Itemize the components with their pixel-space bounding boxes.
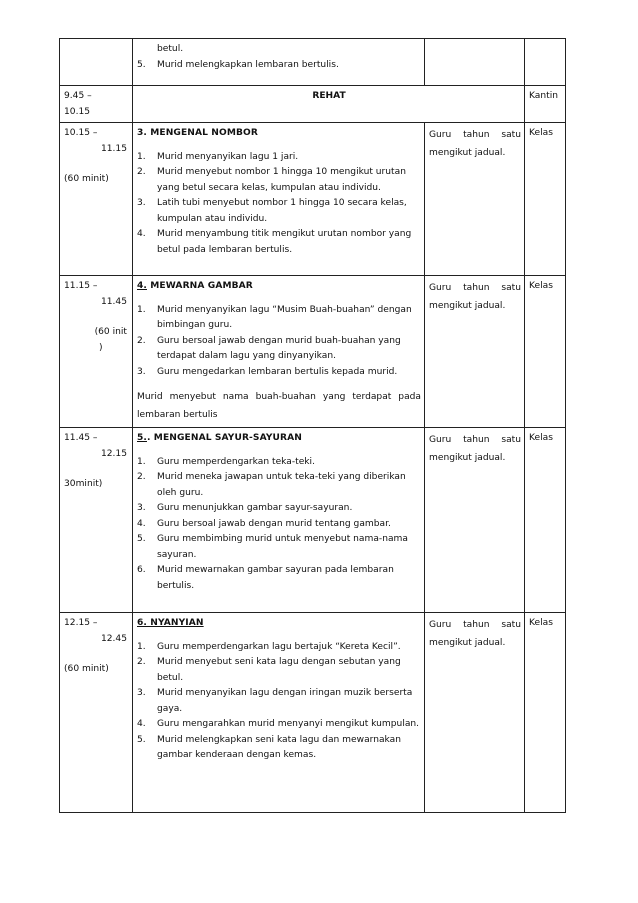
duration: (60 init bbox=[94, 327, 127, 337]
time-cell bbox=[60, 613, 133, 813]
time-start: 9.45 – bbox=[64, 91, 92, 101]
duration-end: ) bbox=[99, 342, 103, 353]
list-item: 1. Guru memperdengarkan teka-teki. bbox=[137, 456, 315, 467]
steps-list bbox=[137, 455, 421, 595]
teacher-line: Guru tahun satu bbox=[429, 435, 521, 445]
teacher-line: Guru tahun satu bbox=[429, 130, 521, 140]
list-item: 2. Murid meneka jawapan untuk teka-teki yang diberikan oleh guru. bbox=[137, 472, 406, 498]
table-row bbox=[60, 39, 566, 86]
table-row bbox=[60, 428, 566, 613]
duration: 30minit) bbox=[64, 479, 103, 489]
place-cell: Kelas bbox=[525, 428, 566, 613]
list-item: 2. Murid menyebut seni kata lagu dengan sebutan yang betul. bbox=[137, 657, 401, 683]
list-item: 6. Murid mewarnakan gambar sayuran pada lembaran bertulis. bbox=[137, 565, 394, 591]
duration: (60 minit) bbox=[64, 174, 109, 184]
list-item: betul. bbox=[157, 44, 184, 54]
steps-list bbox=[137, 42, 421, 73]
activity-cell bbox=[133, 428, 425, 613]
table-row bbox=[60, 276, 566, 428]
teacher-line: mengikut jadual. bbox=[429, 148, 506, 158]
place-cell bbox=[525, 39, 566, 86]
time-end: 10.15 bbox=[64, 106, 91, 117]
list-item: 1. Murid menyanyikan lagu 1 jari. bbox=[137, 151, 299, 162]
list-item: 1. Guru memperdengarkan lagu bertajuk “Kereta Kecil”. bbox=[137, 641, 401, 652]
time-end: 11.15 bbox=[100, 143, 127, 154]
teacher-cell bbox=[425, 123, 525, 276]
activity-title: 4. MEWARNA GAMBAR bbox=[137, 281, 253, 291]
activity-title: 3. MENGENAL NOMBOR bbox=[137, 128, 258, 138]
place-cell: Kelas bbox=[525, 613, 566, 813]
teacher-line: mengikut jadual. bbox=[429, 638, 506, 648]
note-line: lembaran bertulis bbox=[137, 410, 218, 420]
time-end: 12.15 bbox=[100, 448, 127, 459]
schedule-table bbox=[59, 38, 566, 813]
time-cell bbox=[60, 86, 133, 123]
list-item: 4. Guru mengarahkan murid menyanyi mengikut kumpulan. bbox=[137, 719, 420, 729]
steps-list bbox=[137, 303, 421, 381]
activity-cell bbox=[133, 276, 425, 428]
time-cell bbox=[60, 428, 133, 613]
time-cell bbox=[60, 276, 133, 428]
place-cell: Kelas bbox=[525, 276, 566, 428]
time-end: 11.45 bbox=[100, 296, 127, 307]
time-start: 11.45 – bbox=[64, 433, 98, 443]
activity-cell bbox=[133, 39, 425, 86]
place-cell: Kantin bbox=[525, 86, 566, 123]
table-row bbox=[60, 613, 566, 813]
break-label: REHAT bbox=[133, 86, 525, 123]
activity-title: 5.. MENGENAL SAYUR-SAYURAN bbox=[137, 433, 302, 443]
time-start: 10.15 – bbox=[64, 128, 98, 138]
steps-list bbox=[137, 150, 421, 259]
activity-cell bbox=[133, 123, 425, 276]
teacher-cell bbox=[425, 613, 525, 813]
teacher-cell bbox=[425, 428, 525, 613]
table-row bbox=[60, 123, 566, 276]
list-item: 1. Murid menyanyikan lagu “Musim Buah-buahan” dengan bimbingan guru. bbox=[137, 304, 412, 330]
list-item: 2. Murid menyebut nombor 1 hingga 10 mengikut urutan yang betul secara kelas, kumpulan atau individu. bbox=[137, 167, 406, 193]
list-item: 4. Murid menyambung titik mengikut urutan nombor yang betul pada lembaran bertulis. bbox=[137, 229, 412, 255]
time-start: 12.15 – bbox=[64, 618, 98, 628]
list-item: 4. Guru bersoal jawab dengan murid tentang gambar. bbox=[137, 518, 391, 529]
teacher-line: mengikut jadual. bbox=[429, 301, 506, 311]
list-item: 3. Latih tubi menyebut nombor 1 hingga 10 secara kelas, kumpulan atau individu. bbox=[137, 198, 407, 224]
steps-list bbox=[137, 640, 421, 764]
list-item: 3. Guru mengedarkan lembaran bertulis kepada murid. bbox=[137, 366, 398, 377]
list-item: 2. Guru bersoal jawab dengan murid buah-buahan yang terdapat dalam lagu yang dinyanyikan. bbox=[137, 335, 401, 361]
time-cell bbox=[60, 123, 133, 276]
place-cell: Kelas bbox=[525, 123, 566, 276]
time-cell bbox=[60, 39, 133, 86]
teacher-line: Guru tahun satu bbox=[429, 283, 521, 293]
list-item: 3. Murid menyanyikan lagu dengan iringan muzik berserta gaya. bbox=[137, 688, 413, 714]
teacher-line: mengikut jadual. bbox=[429, 453, 506, 463]
list-item: 5. Murid melengkapkan lembaran bertulis. bbox=[137, 59, 339, 70]
duration: (60 minit) bbox=[64, 664, 109, 674]
teacher-cell bbox=[425, 276, 525, 428]
note-line: Murid menyebut nama buah-buahan yang terdapat pada bbox=[137, 392, 421, 402]
list-item: 3. Guru menunjukkan gambar sayur-sayuran. bbox=[137, 503, 353, 513]
teacher-cell bbox=[425, 39, 525, 86]
teacher-line: Guru tahun satu bbox=[429, 620, 521, 630]
list-item: 5. Murid melengkapkan seni kata lagu dan mewarnakan gambar kenderaan dengan kemas. bbox=[137, 734, 401, 760]
time-end: 12.45 bbox=[100, 633, 127, 644]
time-start: 11.15 – bbox=[64, 281, 98, 291]
table-row bbox=[60, 86, 566, 123]
list-item: 5. Guru membimbing murid untuk menyebut nama-nama sayuran. bbox=[137, 534, 408, 560]
activity-title: 6. NYANYIAN bbox=[137, 618, 204, 628]
activity-cell bbox=[133, 613, 425, 813]
